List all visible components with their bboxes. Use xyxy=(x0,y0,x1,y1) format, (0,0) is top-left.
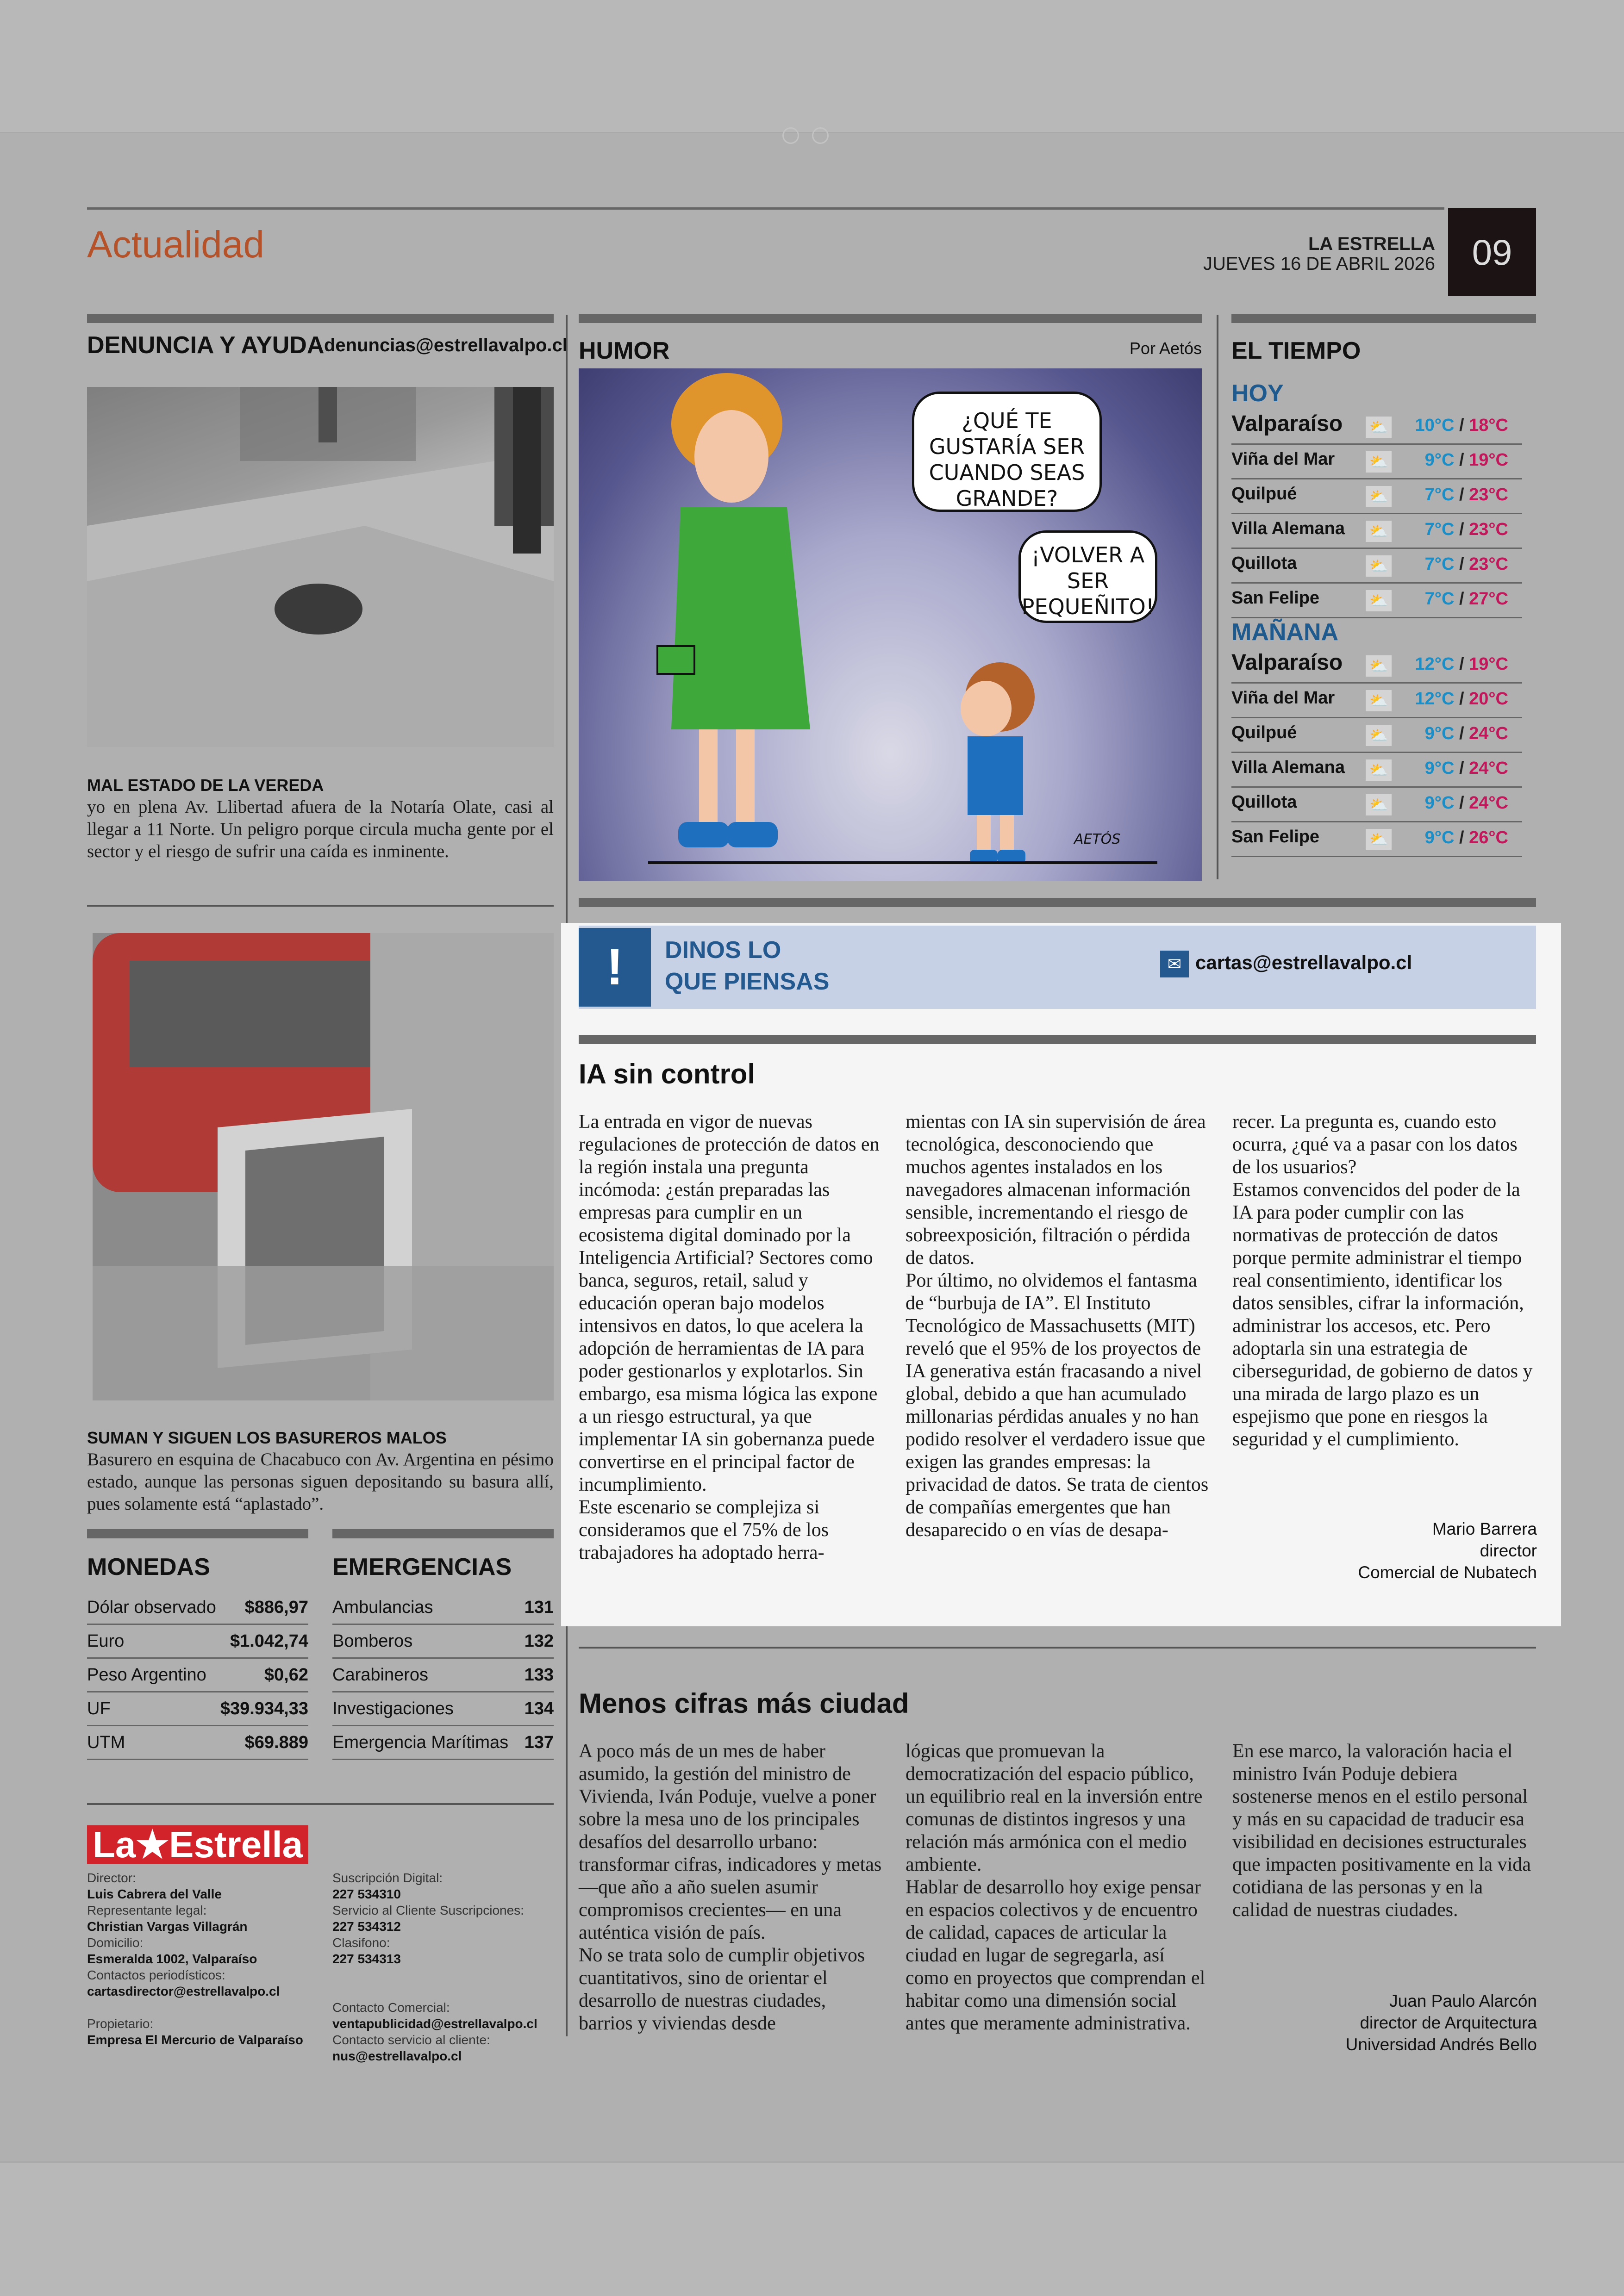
letters-rule xyxy=(579,1035,1536,1044)
staff-value: Christian Vargas Villagrán xyxy=(87,1919,248,1934)
monedas-table xyxy=(87,1591,308,1760)
temp-min: 9°C xyxy=(1424,793,1455,813)
weather-temps xyxy=(1415,689,1509,709)
sig-org: Universidad Andrés Bello xyxy=(1345,2035,1537,2054)
sidewalk-photo xyxy=(87,387,554,747)
page-dot[interactable] xyxy=(782,127,799,144)
temp-separator: / xyxy=(1454,416,1469,435)
weather-city: San Felipe xyxy=(1231,588,1320,608)
staff-value: cartasdirector@estrellavalpo.cl xyxy=(87,1984,280,1998)
temp-max: 27°C xyxy=(1469,589,1508,609)
partly-cloudy-icon: ⛅ xyxy=(1366,451,1392,473)
weather-temps xyxy=(1425,828,1508,848)
mail-icon: ✉ xyxy=(1160,951,1189,977)
emergencias-value: 133 xyxy=(524,1665,554,1685)
header-rule xyxy=(87,207,1444,210)
section-title: Actualidad xyxy=(87,224,264,266)
emergencias-value: 131 xyxy=(524,1598,554,1617)
temp-min: 12°C xyxy=(1415,654,1455,674)
weather-city: Valparaíso xyxy=(1231,650,1343,675)
temp-min: 7°C xyxy=(1424,589,1455,609)
weather-row xyxy=(1231,684,1522,718)
temp-max: 26°C xyxy=(1469,828,1508,847)
weather-row xyxy=(1231,649,1522,684)
article1-col2: mientas con IA sin supervisión de área tecnológica, desconociendo que muchos agentes instalados en los navegadores almacenan información sensible, incrementando el riesgo de sobreexposición, filtración o pérdida de datos. Por último, no olvidemos el fantasma de “burbuja de IA”. El Instituto Tecnológico de Massachusetts (MIT) reveló que el 95% de los proyectos de IA generativa están fracasando a nivel global, debido a que han acumulado millonarias pérdidas anuales y no han podido resolver el verdadero issue que exigen las grandes empresas: la privacidad de datos. Se trata de cientos de compañías emergentes que han desaparecido o en vías de desapa- xyxy=(906,1111,1209,1541)
temp-separator: / xyxy=(1454,759,1469,778)
item1-title: MAL ESTADO DE LA VEREDA xyxy=(87,776,324,795)
staff-label: Representante legal: xyxy=(87,1903,207,1917)
staff-label: Director: xyxy=(87,1871,136,1885)
weather-city: San Felipe xyxy=(1231,827,1320,846)
humor-title: HUMOR xyxy=(579,337,670,364)
staff-value: ventapublicidad@estrellavalpo.cl xyxy=(332,2016,537,2031)
weather-title: EL TIEMPO xyxy=(1231,337,1361,364)
temp-min: 9°C xyxy=(1424,828,1455,847)
weather-temps xyxy=(1415,416,1509,436)
masthead-paper-name: LA ESTRELLA xyxy=(1308,234,1435,254)
weather-city: Viña del Mar xyxy=(1231,449,1335,469)
mid-rule xyxy=(579,898,1536,907)
staff-label: Clasifono: xyxy=(332,1935,390,1950)
partly-cloudy-icon: ⛅ xyxy=(1366,555,1392,577)
emergencias-rule xyxy=(332,1529,554,1538)
cartoon-signature: AETÓS xyxy=(1074,831,1121,847)
temp-separator: / xyxy=(1454,589,1469,609)
temp-max: 18°C xyxy=(1469,416,1508,435)
divider xyxy=(87,1803,554,1805)
staff-col-left xyxy=(87,1870,328,2048)
weather-temps xyxy=(1425,450,1508,470)
star-icon: ★ xyxy=(136,1824,169,1865)
item2-title: SUMAN Y SIGUEN LOS BASUREROS MALOS xyxy=(87,1428,447,1447)
emergencias-label: Carabineros xyxy=(332,1665,428,1685)
staff-value: 227 534312 xyxy=(332,1919,401,1934)
temp-separator: / xyxy=(1454,654,1469,674)
weather-temps xyxy=(1425,485,1508,505)
weather-city: Valparaíso xyxy=(1231,411,1343,436)
monedas-row xyxy=(87,1659,308,1692)
weather-city: Quillota xyxy=(1231,792,1297,812)
staff-label: Domicilio: xyxy=(87,1935,144,1950)
monedas-label: Dólar observado xyxy=(87,1598,216,1617)
partly-cloudy-icon: ⛅ xyxy=(1366,690,1392,711)
temp-separator: / xyxy=(1454,554,1469,574)
sidewalk-photo-art xyxy=(87,387,554,747)
temp-separator: / xyxy=(1454,793,1469,813)
temp-max: 23°C xyxy=(1469,520,1508,539)
emergencias-value: 132 xyxy=(524,1631,554,1651)
article2-title: Menos cifras más ciudad xyxy=(579,1688,909,1719)
logo-right: Estrella xyxy=(169,1824,303,1865)
weather-temps xyxy=(1425,554,1508,574)
page-number: 09 xyxy=(1448,208,1536,296)
article1-title: IA sin control xyxy=(579,1058,756,1089)
trash-bin-photo-art xyxy=(93,933,554,1400)
weather-row xyxy=(1231,479,1522,514)
monedas-value: $69.889 xyxy=(244,1733,308,1752)
emergencias-row xyxy=(332,1659,554,1692)
emergencias-row xyxy=(332,1692,554,1726)
humor-author: Por Aetós xyxy=(1129,339,1202,358)
weather-temps xyxy=(1425,520,1508,540)
item1-text: yo en plena Av. Llibertad afuera de la Notaría Olate, casi al llegar a 11 Norte. Un peligro porque circula mucha gente por el sector y el riesgo de sufrir una caída es inminente. xyxy=(87,797,554,861)
temp-separator: / xyxy=(1454,485,1469,504)
weather-row xyxy=(1231,445,1522,479)
weather-table xyxy=(1231,380,1522,857)
monedas-label: UF xyxy=(87,1699,111,1718)
monedas-title: MONEDAS xyxy=(87,1554,210,1580)
weather-row xyxy=(1231,822,1522,857)
speech-bubble-teacher: ¿QUÉ TE GUSTARÍA SER CUANDO SEAS GRANDE? xyxy=(912,392,1102,512)
temp-separator: / xyxy=(1454,450,1469,470)
dinos-title-line1: DINOS LO xyxy=(665,937,781,964)
weather-city: Viña del Mar xyxy=(1231,688,1335,708)
article2-col2: lógicas que promuevan la democratización del espacio público, un equilibrio real en la inversión entre comunas de distintos ingresos y una relación más armónica con el medio ambiente. Hablar de desarrollo hoy exige pensar en espacios colectivos y de encuentro de calidad, capaces de articular la ciudad en lugar de segregarla, así como en proyectos que comprendan el habitar como una dimensión social antes que meramente administrativa. xyxy=(906,1741,1206,2034)
temp-max: 23°C xyxy=(1469,554,1508,574)
partly-cloudy-icon: ⛅ xyxy=(1366,759,1392,781)
weather-day-label: HOY xyxy=(1231,380,1284,407)
weather-temps xyxy=(1415,654,1509,674)
weather-row xyxy=(1231,549,1522,584)
emergencias-title: EMERGENCIAS xyxy=(332,1554,512,1580)
weather-row xyxy=(1231,788,1522,822)
staff-value: nus@estrellavalpo.cl xyxy=(332,2049,462,2063)
staff-value: Luis Cabrera del Valle xyxy=(87,1887,222,1901)
weather-row xyxy=(1231,514,1522,549)
partly-cloudy-icon: ⛅ xyxy=(1366,486,1392,507)
weather-row xyxy=(1231,584,1522,618)
weather-temps xyxy=(1425,793,1508,813)
temp-max: 19°C xyxy=(1469,450,1508,470)
temp-min: 7°C xyxy=(1424,485,1455,504)
divider xyxy=(87,905,554,907)
staff-value: 227 534310 xyxy=(332,1887,401,1901)
article1-signature xyxy=(1250,1518,1537,1583)
monedas-value: $886,97 xyxy=(244,1598,308,1617)
temp-max: 23°C xyxy=(1469,485,1508,504)
article2-col3: En ese marco, la valoración hacia el ministro Iván Poduje debiera sostenerse menos en el estilo personal y más en su capacidad de traducir esa visibilidad en decisiones estructurales que impacten positivamente en la vida cotidiana de las personas y en la calidad de nuestras ciudades. xyxy=(1232,1741,1531,1921)
sig-role: director xyxy=(1480,1541,1537,1560)
temp-max: 20°C xyxy=(1469,689,1508,709)
weather-temps xyxy=(1425,724,1508,744)
emergencias-label: Bomberos xyxy=(332,1631,413,1651)
staff-label: Propietario: xyxy=(87,2016,154,2031)
staff-label: Servicio al Cliente Suscripciones: xyxy=(332,1903,524,1917)
weather-row xyxy=(1231,410,1522,445)
weather-top-rule xyxy=(1231,314,1536,323)
partly-cloudy-icon: ⛅ xyxy=(1366,417,1392,438)
staff-label: Suscripción Digital: xyxy=(332,1871,443,1885)
sig-name: Mario Barrera xyxy=(1432,1519,1537,1538)
divider xyxy=(579,1647,1536,1649)
emergencias-row xyxy=(332,1591,554,1625)
sig-org: Comercial de Nubatech xyxy=(1358,1563,1537,1582)
article1-col1: La entrada en vigor de nuevas regulaciones de protección de datos en la región instala una pregunta incómoda: ¿están preparadas las empresas para cumplir en un ecosistema digital dominado por la Inteligencia Artificial? Sectores como banca, seguros, retail, salud y educación operan bajo modelos intensivos en datos, lo que acelera la adopción de herramientas de IA para poder gestionarlos y explotarlos. Sin embargo, esa misma lógica las expone a un riesgo estructural, ya que implementar IA sin gobernanza puede convertirse en el principal factor de incumplimiento. Este escenario se complejiza si consideramos que el 75% de los trabajadores ha adoptado herra- xyxy=(579,1111,880,1563)
staff-value: 227 534313 xyxy=(332,1952,401,1966)
emergencias-table xyxy=(332,1591,554,1760)
temp-min: 7°C xyxy=(1424,520,1455,539)
la-estrella-logo xyxy=(87,1825,308,1864)
article2-col1: A poco más de un mes de haber asumido, la gestión del ministro de Vivienda, Iván Poduje, vuelve a poner sobre la mesa uno de los principales desafíos del desarrollo urbano: transformar cifras, indicadores y metas —que año a año suelen asumir compromisos crecientes— en una auténtica visión de país. No se trata solo de cumplir objetivos cuantitativos, sino de orientar el desarrollo de nuestras ciudades, barrios y viviendas desde xyxy=(579,1741,882,2034)
temp-max: 24°C xyxy=(1469,793,1508,813)
temp-max: 24°C xyxy=(1469,759,1508,778)
partly-cloudy-icon: ⛅ xyxy=(1366,725,1392,746)
monedas-value: $0,62 xyxy=(264,1665,308,1685)
cartoon-figures xyxy=(579,368,1202,881)
masthead-date: JUEVES 16 DE ABRIL 2026 xyxy=(1203,254,1435,274)
temp-separator: / xyxy=(1454,828,1469,847)
humor-top-rule xyxy=(579,314,1202,323)
monedas-label: Euro xyxy=(87,1631,125,1651)
staff-label: Contacto servicio al cliente: xyxy=(332,2033,490,2047)
partly-cloudy-icon: ⛅ xyxy=(1366,521,1392,542)
weather-row xyxy=(1231,718,1522,753)
speech-bubble-child: ¡VOLVER A SER PEQUEÑITO! xyxy=(1018,530,1157,623)
staff-value: Esmeralda 1002, Valparaíso xyxy=(87,1952,257,1966)
temp-min: 9°C xyxy=(1424,450,1455,470)
logo-left: La xyxy=(93,1824,136,1865)
emergencias-row xyxy=(332,1625,554,1659)
exclamation-icon: ! xyxy=(579,928,651,1007)
monedas-row xyxy=(87,1692,308,1726)
weather-city: Villa Alemana xyxy=(1231,758,1345,777)
monedas-row xyxy=(87,1726,308,1760)
column-divider xyxy=(1217,315,1218,879)
partly-cloudy-icon: ⛅ xyxy=(1366,655,1392,677)
partly-cloudy-icon: ⛅ xyxy=(1366,590,1392,611)
monedas-row xyxy=(87,1625,308,1659)
page-indicator[interactable] xyxy=(782,127,842,146)
monedas-value: $39.934,33 xyxy=(220,1699,308,1718)
letters-email[interactable]: cartas@estrellavalpo.cl xyxy=(1195,952,1412,973)
monedas-label: Peso Argentino xyxy=(87,1665,206,1685)
emergencias-label: Emergencia Marítimas xyxy=(332,1733,509,1752)
weather-city: Villa Alemana xyxy=(1231,519,1345,538)
article2-signature xyxy=(1250,1990,1537,2055)
weather-city: Quilpué xyxy=(1231,723,1297,742)
temp-separator: / xyxy=(1454,689,1469,709)
staff-label: Contactos periodísticos: xyxy=(87,1968,225,1982)
temp-separator: / xyxy=(1454,520,1469,539)
monedas-rule xyxy=(87,1529,308,1538)
staff-label: Contacto Comercial: xyxy=(332,2000,450,2015)
monedas-value: $1.042,74 xyxy=(230,1631,308,1651)
emergencias-row xyxy=(332,1726,554,1760)
temp-separator: / xyxy=(1454,724,1469,743)
emergencias-label: Ambulancias xyxy=(332,1598,433,1617)
emergencias-label: Investigaciones xyxy=(332,1699,454,1718)
viewer-bottom-band xyxy=(0,2161,1624,2296)
temp-min: 12°C xyxy=(1415,689,1455,709)
dinos-title-line2: QUE PIENSAS xyxy=(665,968,830,995)
temp-max: 24°C xyxy=(1469,724,1508,743)
page-dot[interactable] xyxy=(812,127,829,144)
monedas-row xyxy=(87,1591,308,1625)
sig-name: Juan Paulo Alarcón xyxy=(1389,1991,1537,2010)
humor-cartoon xyxy=(579,368,1202,881)
staff-value: Empresa El Mercurio de Valparaíso xyxy=(87,2033,303,2047)
monedas-label: UTM xyxy=(87,1733,125,1752)
item2-text: Basurero en esquina de Chacabuco con Av. Argentina en pésimo estado, aunque las personas siguen depositando su basura allí, pues solamente está “aplastado”. xyxy=(87,1450,554,1514)
temp-min: 10°C xyxy=(1415,416,1455,435)
denuncia-title: DENUNCIA Y AYUDA xyxy=(87,332,325,359)
sig-role: director de Arquitectura xyxy=(1360,2013,1537,2032)
denuncia-top-rule xyxy=(87,314,554,323)
weather-row xyxy=(1231,753,1522,788)
weather-temps xyxy=(1425,759,1508,778)
temp-min: 7°C xyxy=(1424,554,1455,574)
weather-city: Quillota xyxy=(1231,554,1297,573)
staff-col-right xyxy=(332,1870,559,2064)
temp-max: 19°C xyxy=(1469,654,1508,674)
emergencias-value: 137 xyxy=(524,1733,554,1752)
weather-day-label: MAÑANA xyxy=(1231,619,1339,646)
weather-city: Quilpué xyxy=(1231,484,1297,504)
temp-min: 9°C xyxy=(1424,724,1455,743)
article1-col3: recer. La pregunta es, cuando esto ocurra, ¿qué va a pasar con los datos de los usuarios? Estamos convencidos del poder de la IA para poder cumplir con las normativas de protección de datos porque permite administrar el tiempo real consentimiento, identificar los datos sensibles, cifrar la información, administrar los accesos, etc. Pero adoptarla sin una estrategia de ciberseguridad, de gobierno de datos y una mirada de largo plazo es un espejismo que pone en riesgos la seguridad y el cumplimiento. xyxy=(1232,1111,1533,1450)
trash-bin-photo xyxy=(93,933,554,1400)
partly-cloudy-icon: ⛅ xyxy=(1366,829,1392,850)
weather-temps xyxy=(1425,589,1508,609)
emergencias-value: 134 xyxy=(524,1699,554,1718)
denuncia-email[interactable]: denuncias@estrellavalpo.cl xyxy=(324,335,568,355)
partly-cloudy-icon: ⛅ xyxy=(1366,794,1392,815)
viewer-top-band xyxy=(0,0,1624,133)
temp-min: 9°C xyxy=(1424,759,1455,778)
